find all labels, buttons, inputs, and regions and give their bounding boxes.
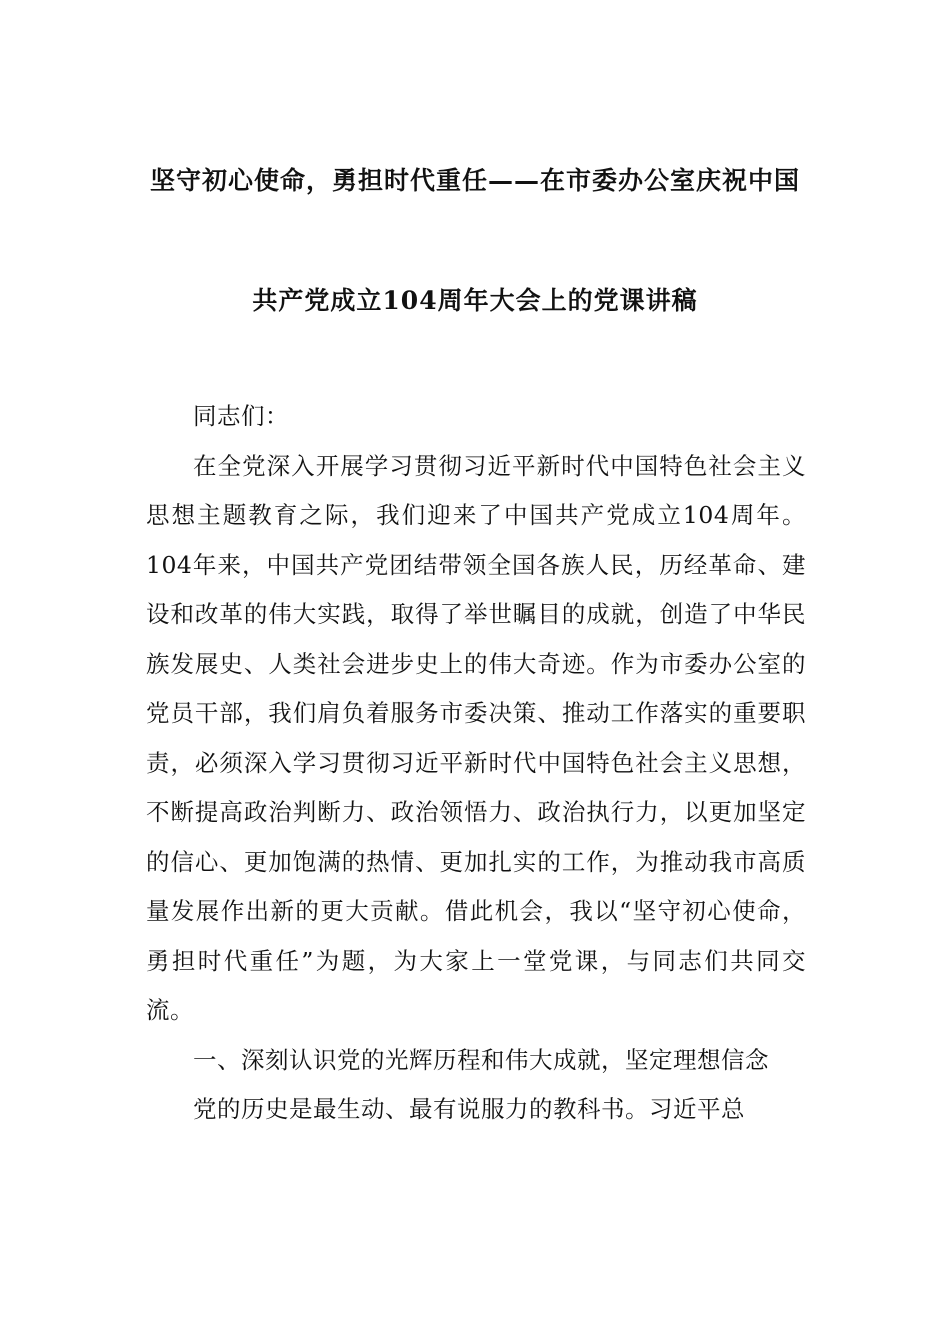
salutation: 同志们： bbox=[193, 402, 289, 430]
section-heading: 一、深刻认识党的光辉历程和伟大成就，坚定理想信念 bbox=[193, 1045, 769, 1074]
body-paragraph: 党的历史是最生动、最有说服力的教科书。习近平总 bbox=[193, 1095, 745, 1123]
document-title-line-1: 坚守初心使命，勇担时代重任——在市委办公室庆祝中国 bbox=[149, 166, 800, 195]
body-paragraph: 在全党深入开展学习贯彻习近平新时代中国特色社会主义思想主题教育之际，我们迎来了中国共产党成立104周年。104年来，中国共产党团结带领全国各族人民，历经革命、建设和改革的伟大实践，取得了举世瞩目的成就，创造了中华民族发展史、人类社会进步史上的伟大奇迹。作为市委办公室的党员干部，我们肩负着服务市委决策、推动工作落实的重要职责，必须深入学习贯彻习近平新时代中国特色社会主义思想，不断提高政治判断力、政治领悟力、政治执行力，以更加坚定的信心、更加饱满的热情、更加扎实的工作，为推动我市高质量发展作出新的更大贡献。借此机会，我以“坚守初心使命，勇担时代重任”为题，为大家上一堂党课，与同志们共同交流。 bbox=[146, 451, 806, 1024]
document-title-line-2: 共产党成立104周年大会上的党课讲稿 bbox=[252, 286, 698, 315]
document-body bbox=[146, 392, 806, 1135]
